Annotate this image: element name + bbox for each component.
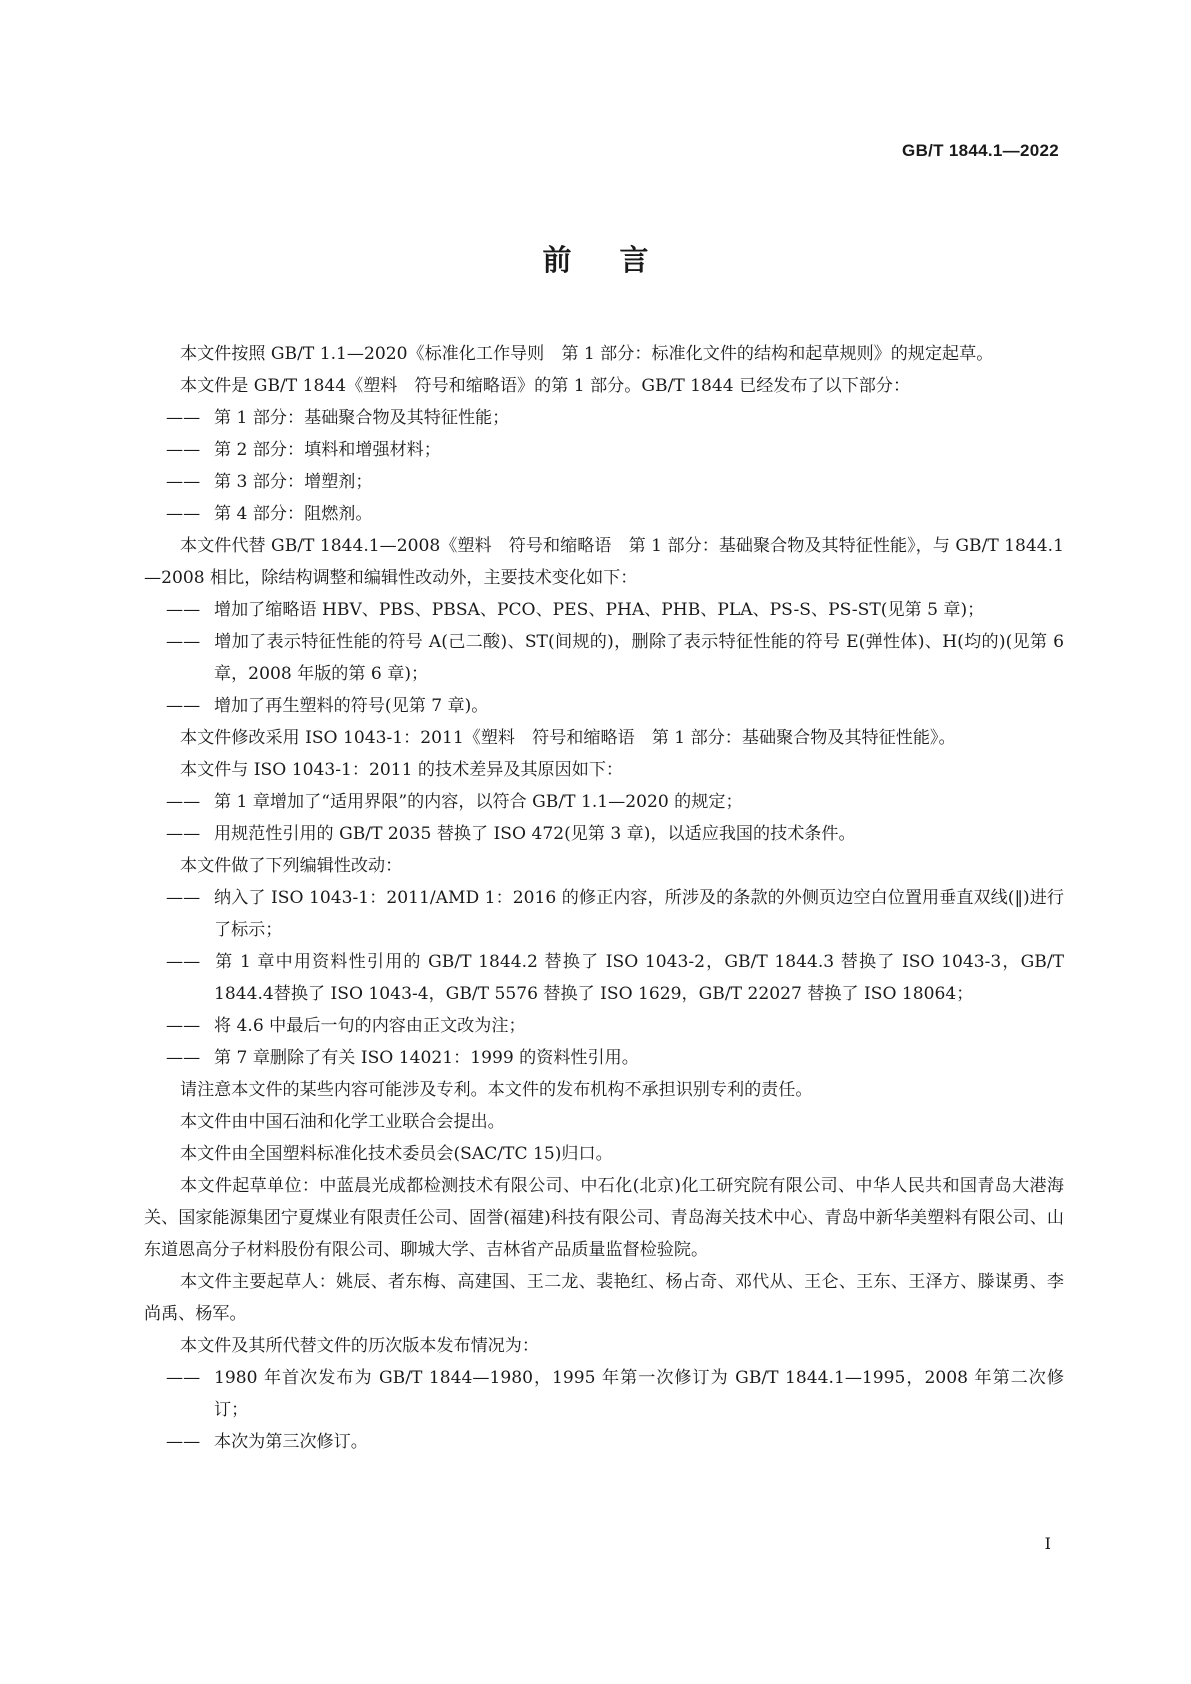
dash-mark: —— (166, 408, 201, 428)
list-item-text: 第 1 章增加了“适用界限”的内容，以符合 GB/T 1.1—2020 的规定； (214, 792, 743, 812)
list-item (144, 946, 1064, 1010)
paragraph-series-info: 本文件是 GB/T 1844《塑料 符号和缩略语》的第 1 部分。GB/T 1844 已经发布了以下部分： (180, 376, 911, 396)
list-item (144, 786, 1064, 818)
dash-mark: —— (166, 952, 201, 972)
paragraph-iso-adoption: 本文件修改采用 ISO 1043-1：2011《塑料 符号和缩略语 第 1 部分：基础聚合物及其特征性能》。 (180, 728, 956, 748)
list-item-text: 第 3 部分：增塑剂； (214, 472, 373, 492)
dash-mark: —— (166, 1016, 201, 1036)
paragraph-proposed-by: 本文件由中国石油和化学工业联合会提出。 (180, 1112, 505, 1132)
dash-mark: —— (166, 792, 201, 812)
list-item (144, 626, 1064, 690)
page-number: I (1044, 1534, 1051, 1553)
list-item (144, 594, 1064, 626)
dash-mark: —— (166, 1432, 201, 1452)
list-item (144, 1042, 1064, 1074)
list-item-text: 1980 年首次发布为 GB/T 1844—1980，1995 年第一次修订为 GB/T 1844.1—1995，2008 年第二次修订； (214, 1368, 1064, 1420)
list-item (144, 690, 1064, 722)
list-item (144, 466, 1064, 498)
list-item-text: 将 4.6 中最后一句的内容由正文改为注； (214, 1016, 526, 1036)
list-item (144, 882, 1064, 946)
list-item-text: 第 7 章删除了有关 ISO 14021：1999 的资料性引用。 (214, 1048, 639, 1068)
dash-mark: —— (166, 472, 201, 492)
list-item-text: 增加了再生塑料的符号(见第 7 章)。 (214, 696, 489, 716)
list-item (144, 1010, 1064, 1042)
list-item (144, 402, 1064, 434)
paragraph-drafters: 本文件主要起草人：姚辰、者东梅、高建国、王二龙、裴艳红、杨占奇、邓代从、王仑、王东、王泽方、滕谋勇、李尚禹、杨军。 (144, 1272, 1064, 1324)
dash-mark: —— (166, 632, 201, 652)
paragraph-drafting-organizations: 本文件起草单位：中蓝晨光成都检测技术有限公司、中石化(北京)化工研究院有限公司、中华人民共和国青岛大港海关、国家能源集团宁夏煤业有限责任公司、固誉(福建)科技有限公司、青岛海关技术中心、青岛中新华美塑料有限公司、山东道恩高分子材料股份有限公司、聊城大学、吉林省产品质量监督检验院。 (144, 1176, 1064, 1260)
dash-mark: —— (166, 824, 201, 844)
dash-mark: —— (166, 1048, 201, 1068)
list-item-text: 第 4 部分：阻燃剂。 (214, 504, 373, 524)
dash-mark: —— (166, 504, 201, 524)
dash-mark: —— (166, 440, 201, 460)
paragraph-version-history: 本文件及其所代替文件的历次版本发布情况为： (180, 1336, 539, 1356)
list-item-text: 第 1 章中用资料性引用的 GB/T 1844.2 替换了 ISO 1043-2，GB/T 1844.3 替换了 ISO 1043-3，GB/T 1844.4替换了 ISO 1043-4，GB/T 5576 替换了 ISO 1629，GB/T 22027 替换了 ISO 18064； (214, 952, 1064, 1004)
list-item (144, 818, 1064, 850)
paragraph-under-jurisdiction: 本文件由全国塑料标准化技术委员会(SAC/TC 15)归口。 (180, 1144, 613, 1164)
list-item-text: 纳入了 ISO 1043-1：2011/AMD 1：2016 的修正内容，所涉及的条款的外侧页边空白位置用垂直双线(‖)进行了标示； (214, 888, 1064, 940)
list-item-text: 增加了缩略语 HBV、PBS、PBSA、PCO、PES、PHA、PHB、PLA、PS-S、PS-ST(见第 5 章)； (214, 600, 985, 620)
list-item (144, 1362, 1064, 1426)
paragraph-replacement: 本文件代替 GB/T 1844.1—2008《塑料 符号和缩略语 第 1 部分：基础聚合物及其特征性能》，与 GB/T 1844.1—2008 相比，除结构调整和编辑性改动外，主要技术变化如下： (144, 536, 1064, 588)
list-item (144, 498, 1064, 530)
standard-code: GB/T 1844.1—2022 (902, 141, 1059, 160)
paragraph-patent-notice: 请注意本文件的某些内容可能涉及专利。本文件的发布机构不承担识别专利的责任。 (180, 1080, 813, 1100)
dash-mark: —— (166, 1368, 201, 1388)
list-item-text: 本次为第三次修订。 (214, 1432, 368, 1452)
document-body (144, 338, 1064, 1458)
list-item-text: 增加了表示特征性能的符号 A(己二酸)、ST(间规的)，删除了表示特征性能的符号 E(弹性体)、H(均的)(见第 6 章，2008 年版的第 6 章)； (214, 632, 1064, 684)
dash-mark: —— (166, 600, 201, 620)
list-item-text: 第 2 部分：填料和增强材料； (214, 440, 441, 460)
paragraph-editorial-changes: 本文件做了下列编辑性改动： (180, 856, 403, 876)
list-item (144, 434, 1064, 466)
list-item-text: 用规范性引用的 GB/T 2035 替换了 ISO 472(见第 3 章)，以适应我国的技术条件。 (214, 824, 856, 844)
paragraph-technical-differences: 本文件与 ISO 1043-1：2011 的技术差异及其原因如下： (180, 760, 624, 780)
page-title: 前言 (542, 243, 697, 277)
list-item (144, 1426, 1064, 1458)
dash-mark: —— (166, 888, 201, 908)
dash-mark: —— (166, 696, 201, 716)
list-item-text: 第 1 部分：基础聚合物及其特征性能； (214, 408, 510, 428)
paragraph-drafting-basis: 本文件按照 GB/T 1.1—2020《标准化工作导则 第 1 部分：标准化文件的结构和起草规则》的规定起草。 (180, 344, 994, 364)
